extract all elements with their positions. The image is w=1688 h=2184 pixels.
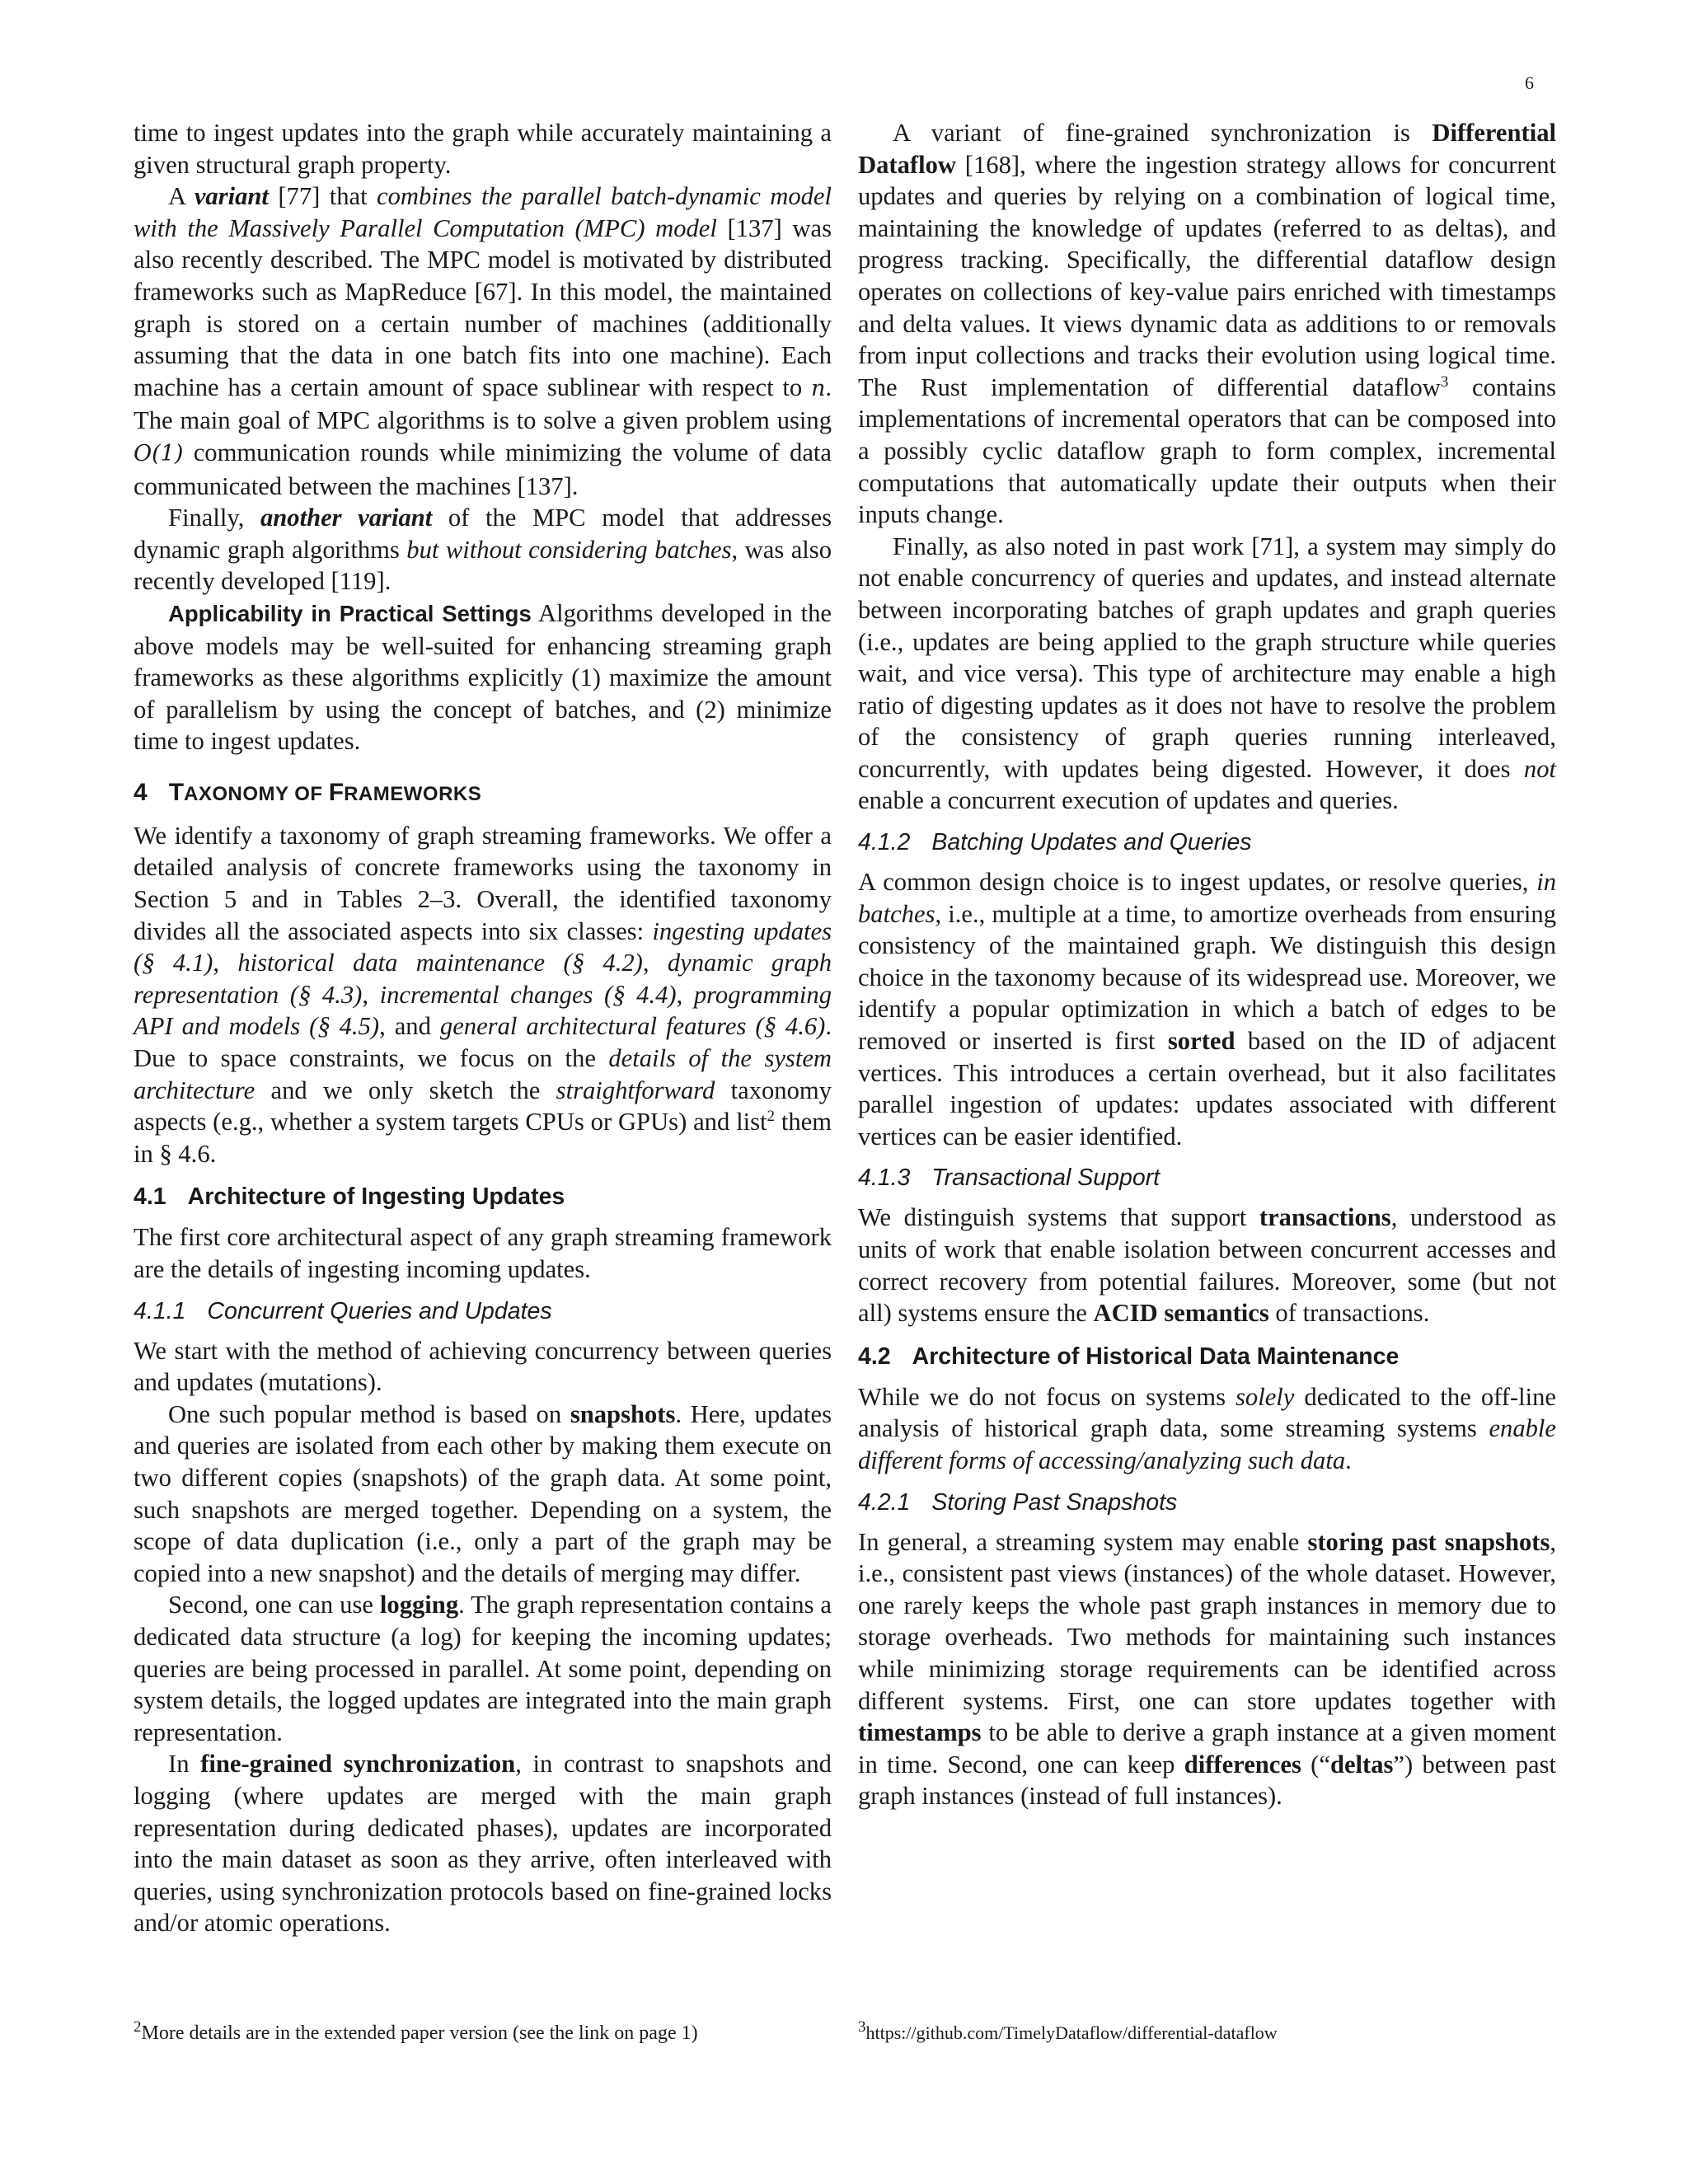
paragraph-past-snapshots: In general, a streaming system may enable storing past snapshots, i.e., consistent past views (instances) of the whole dataset. However, one rarely keeps the whole past graph instances in memory due to storage overheads. Two methods for maintaining such instances while minimizing storage requirements can be identified across different systems. First, one can store updates together with timestamps to be able to derive a graph instance at a given moment in time. Second, one can keep differences (“deltas”) between past graph instances (instead of full instances). (858, 1527, 1557, 1811)
section-heading-4-2-1: 4.2.1 Storing Past Snapshots (858, 1488, 1178, 1516)
paragraph-mpc-variant: A variant [77] that combines the parallel batch-dynamic model with the Massively Parallel Computation (MPC) model [137] was also recently described. The MPC model is motivated by distributed frameworks such as MapReduce [67]. In this model, the maintained graph is stored on a certain number of machines (additionally assuming that the data in one batch fits into one machine). Each machine has a certain amount of space sublinear with respect to n. The main goal of MPC algorithms is to solve a given problem using O(1) communication rounds while minimizing the volume of data communicated between the machines [137]. (134, 182, 832, 500)
paragraph-applicability: Applicability in Practical Settings Algorithms developed in the above models may be well-suited for enhancing streaming graph frameworks as these algorithms explicitly (1) maximize the amount of parallelism by using the concept of batches, and (2) minimize time to ingest updates. (134, 598, 832, 756)
footnote-3: $^3$https://github.com/TimelyDataflow/differential-dataflow (858, 2018, 1278, 2043)
section-heading-4-1-3: 4.1.3 Transactional Support (858, 1165, 1160, 1192)
paragraph-concurrency: We start with the method of achieving concurrency between queries and updates (mutations). (134, 1336, 832, 1397)
paragraph-snapshots: One such popular method is based on snapshots. Here, updates and queries are isolated from each other by making them execute on two different copies (snapshots) of the graph data. At some point, such snapshots are merged together. Depending on a system, the scope of data duplication (i.e., only a part of the graph may be copied into a new snapshot) and the details of merging may differ. (134, 1399, 832, 1587)
paragraph-continuation: time to ingest updates into the graph while accurately maintaining a given structural graph property. (134, 119, 832, 179)
paragraph-transactions: We distinguish systems that support transactions, understood as units of work that enable isolation between concurrent accesses and correct recovery from potential failures. Moreover, some (but not all) systems ensure the ACID semantics of transactions. (858, 1203, 1556, 1328)
paragraph-fine-grained: In fine-grained synchronization, in contrast to snapshots and logging (where updates are merged with the main graph representation during dedicated phases), updates are incorporated into the main dataset as soon as they arrive, often interleaved with queries, using synchronization protocols based on fine-grained locks and/or atomic operations. (134, 1750, 832, 1938)
paragraph-historical: While we do not focus on systems solely dedicated to the off-line analysis of historical graph data, some streaming systems enable different forms of accessing/analyzing such data. (858, 1382, 1557, 1474)
footnote-url-link: https://github.com/TimelyDataflow/differential-dataflow (865, 2022, 1278, 2043)
paragraph-batching: A common design choice is to ingest updates, or resolve queries, in batches, i.e., multiple at a time, to amortize overheads from ensuring consistency of the maintained graph. We distinguish this design choice in the taxonomy because of its widespread use. Moreover, we identify a popular optimization in which a batch of edges to be removed or inserted is first sorted based on the ID of adjacent vertices. This introduces a certain overhead, but it also facilitates parallel ingestion of updates: updates associated with different vertices can be easier identified. (858, 868, 1556, 1151)
footnote-ref-3: 3 (1440, 373, 1449, 391)
right-column (858, 117, 1556, 1812)
paragraph-differential-dataflow: A variant of fine-grained synchronization is Differential Dataflow [168], where the ingestion strategy allows for concurrent updates and queries by relying on a combination of logical time, maintaining the knowledge of updates (referred to as deltas), and progress tracking. Specifically, the differential dataflow design operates on collections of key-value pairs enriched with timestamps and delta values. It views dynamic data as additions to or removals from input collections and tracks their evolution using logical time. The Rust implementation of differential dataflow$^3$ contains implementations of incremental operators that can be composed into a possibly cyclic dataflow graph to form complex, incremental computations that automatically update their outputs when their inputs change. (858, 119, 1556, 529)
footnote-2: $^2$More details are in the extended paper version (see the link on page 1) (134, 2018, 698, 2044)
section-heading-4-2: 4.2 Architecture of Historical Data Maintenance (858, 1343, 1400, 1370)
paragraph-logging: Second, one can use logging. The graph representation contains a dedicated data structure (a log) for keeping the incoming updates; queries are being processed in parallel. At some point, depending on system details, the logged updates are integrated into the main graph representation. (134, 1591, 832, 1746)
paragraph-alternate: Finally, as also noted in past work [71], a system may simply do not enable concurrency of queries and updates, and instead alternate between incorporating batches of graph updates and graph queries (i.e., updates are being applied to the graph structure while queries wait, and vice versa). This type of architecture may enable a high ratio of digesting updates as it does not have to resolve the problem of the consistency of graph queries running interleaved, concurrently, with updates being digested. However, it does not enable a concurrent execution of updates and queries. (858, 532, 1556, 815)
section-heading-4: 4 TAXONOMY OF FRAMEWORKS (134, 778, 482, 806)
paragraph-ingesting: The first core architectural aspect of any graph streaming framework are the details of ingesting incoming updates. (134, 1223, 832, 1283)
section-heading-4-1-2: 4.1.2 Batching Updates and Queries (858, 829, 1252, 856)
footnote-ref-2: 2 (767, 1108, 775, 1126)
paragraph-lead-heading: Applicability in Practical Settings (168, 600, 532, 626)
paragraph-another-variant: Finally, another variant of the MPC model that addresses dynamic graph algorithms but without considering batches, was also recently developed [119]. (134, 504, 832, 596)
paragraph-taxonomy: We identify a taxonomy of graph streaming frameworks. We offer a detailed analysis of concrete frameworks using the taxonomy in Section 5 and in Tables 2–3. Overall, the identified taxonomy divides all the associated aspects into six classes: ingesting updates (§ 4.1), historical data maintenance (§ 4.2), dynamic graph representation (§ 4.3), incremental changes (§ 4.4), programming API and models (§ 4.5), and general architectural features (§ 4.6). Due to space constraints, we focus on the details of the system architecture and we only sketch the straightforward taxonomy aspects (e.g., whether a system targets CPUs or GPUs) and list$^2$ them in § 4.6. (134, 821, 832, 1168)
page-number: 6 (1525, 73, 1534, 93)
math-o1: O(1) (134, 440, 184, 466)
section-heading-4-1: 4.1 Architecture of Ingesting Updates (134, 1183, 565, 1211)
math-n: n (810, 375, 826, 401)
section-heading-4-1-1: 4.1.1 Concurrent Queries and Updates (134, 1297, 552, 1324)
left-column (134, 117, 832, 1939)
